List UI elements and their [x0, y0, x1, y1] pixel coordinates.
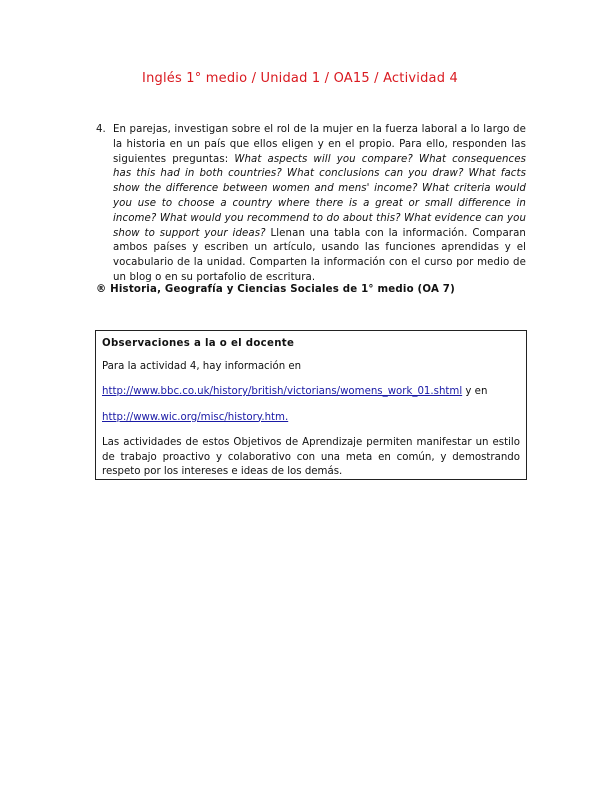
- activity-questions: What aspects will you compare? What consequences has this had in both countries? What conclusions can you draw? What facts show the difference between women and mens' income? What criteria would you use to choose a country where there is a great or small difference in income? What would you recommend to do about this? What evidence can you show to support your ideas?: [113, 153, 526, 239]
- page-header-title: Inglés 1° medio / Unidad 1 / OA15 / Actividad 4: [142, 71, 458, 86]
- activity-number: 4.: [96, 124, 106, 135]
- observations-intro: Para la actividad 4, hay información en: [102, 360, 302, 372]
- observations-link2-line: [102, 411, 520, 426]
- teacher-observations-box: [95, 330, 527, 480]
- observations-closing: Las actividades de estos Objetivos de Aprendizaje permiten manifestar un estilo de trabajo proactivo y colaborativo con una meta en común, y demostrando respeto por los intereses e ideas de los demás.: [102, 437, 520, 477]
- observations-link1-line: [102, 385, 520, 400]
- observations-title: Observaciones a la o el docente: [102, 338, 295, 349]
- activity-description: [113, 123, 526, 286]
- link1-suffix: y en: [462, 386, 488, 397]
- cross-reference: ® Historia, Geografía y Ciencias Sociales de 1° medio (OA 7): [96, 284, 455, 295]
- activity-outro: Llenan una tabla con la información. Comparan ambos países y escriben un artículo, usando las funciones aprendidas y el vocabulario de la unidad. Comparten la información con el curso por medio de un blog o en su portafolio de escritura.: [113, 227, 526, 283]
- activity-4: [96, 123, 526, 286]
- wic-link[interactable]: http://www.wic.org/misc/history.htm.: [102, 411, 289, 423]
- bbc-link[interactable]: http://www.bbc.co.uk/history/british/victorians/womens_work_01.shtml: [102, 386, 463, 397]
- activity-intro: En parejas, investigan sobre el rol de la mujer en la fuerza laboral a lo largo de la historia en un país que ellos eligen y en el propio. Para ello, responden las siguientes preguntas:: [113, 124, 526, 165]
